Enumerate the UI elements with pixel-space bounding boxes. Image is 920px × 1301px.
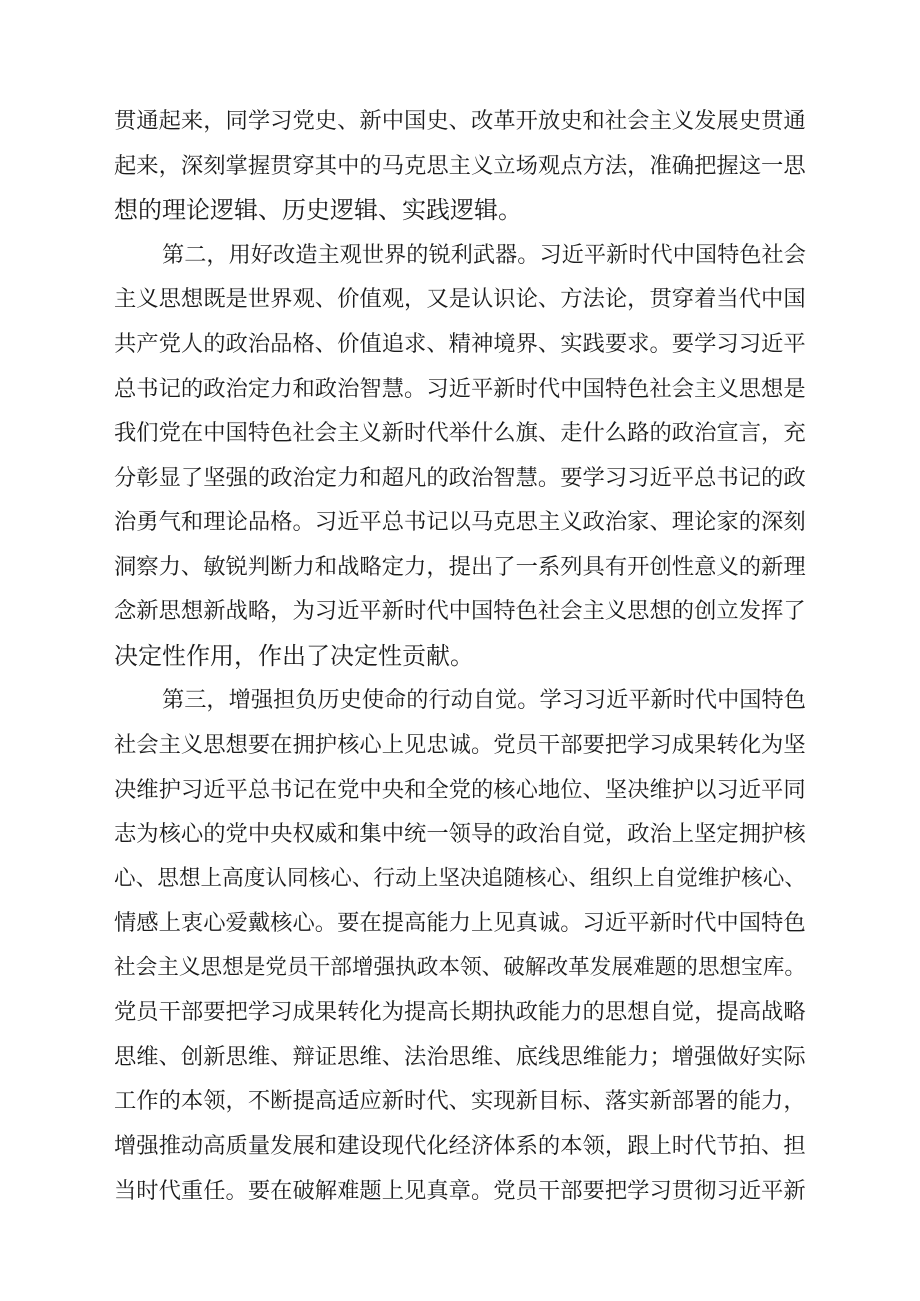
- text-line-6: 共产党人的政治品格、价值追求、精神境界、实践要求。要学习习近平: [114, 331, 806, 357]
- text-line-22: 思维、创新思维、辩证思维、法治思维、底线思维能力；增强做好实际: [114, 1044, 806, 1070]
- text-line-15: 社会主义思想要在拥护核心上见忠诚。党员干部要把学习成果转化为坚: [114, 732, 806, 758]
- text-line-16: 决维护习近平总书记在党中央和全党的核心地位、坚决维护以习近平同: [114, 777, 806, 803]
- text-line-8: 我们党在中国特色社会主义新时代举什么旗、走什么路的政治宣言，充: [114, 420, 806, 446]
- text-line-23: 工作的本领，不断提高适应新时代、实现新目标、落实新部署的能力，: [114, 1088, 806, 1114]
- text-line-18: 心、思想上高度认同核心、行动上坚决追随核心、组织上自觉维护核心、: [114, 866, 807, 891]
- text-line-3: 想的理论逻辑、历史逻辑、实践逻辑。: [114, 196, 522, 224]
- paragraph-3-first-line: 第三，增强担负历史使命的行动自觉。学习习近平新时代中国特色: [162, 687, 806, 713]
- text-line-5: 主义思想既是世界观、价值观，又是认识论、方法论，贯穿着当代中国: [114, 286, 806, 312]
- text-line-11: 洞察力、敏锐判断力和战略定力，提出了一系列具有开创性意义的新理: [114, 554, 806, 580]
- text-line-12: 念新思想新战略，为习近平新时代中国特色社会主义思想的创立发挥了: [114, 598, 806, 624]
- paragraph-2-first-line: 第二，用好改造主观世界的锐利武器。习近平新时代中国特色社会: [162, 242, 806, 268]
- text-line-13: 决定性作用，作出了决定性贡献。: [114, 642, 474, 670]
- text-line-25: 当时代重任。要在破解难题上见真章。党员干部要把学习贯彻习近平新: [114, 1178, 806, 1204]
- text-line-17: 志为核心的党中央权威和集中统一领导的政治自觉，政治上坚定拥护核: [114, 821, 806, 847]
- text-line-24: 增强推动高质量发展和建设现代化经济体系的本领，跟上时代节拍、担: [114, 1133, 806, 1159]
- text-line-20: 社会主义思想是党员干部增强执政本领、破解改革发展难题的思想宝库。: [114, 955, 807, 980]
- text-line-2: 起来，深刻掌握贯穿其中的马克思主义立场观点方法，准确把握这一思: [114, 153, 806, 179]
- text-line-7: 总书记的政治定力和政治智慧。习近平新时代中国特色社会主义思想是: [114, 376, 806, 402]
- text-line-9: 分彰显了坚强的政治定力和超凡的政治智慧。要学习习近平总书记的政: [114, 465, 806, 491]
- text-line-1: 贯通起来，同学习党史、新中国史、改革开放史和社会主义发展史贯通: [114, 108, 806, 134]
- text-line-10: 治勇气和理论品格。习近平总书记以马克思主义政治家、理论家的深刻: [114, 509, 806, 535]
- text-line-19: 情感上衷心爱戴核心。要在提高能力上见真诚。习近平新时代中国特色: [114, 910, 806, 936]
- text-line-21: 党员干部要把学习成果转化为提高长期执政能力的思想自觉，提高战略: [114, 999, 806, 1025]
